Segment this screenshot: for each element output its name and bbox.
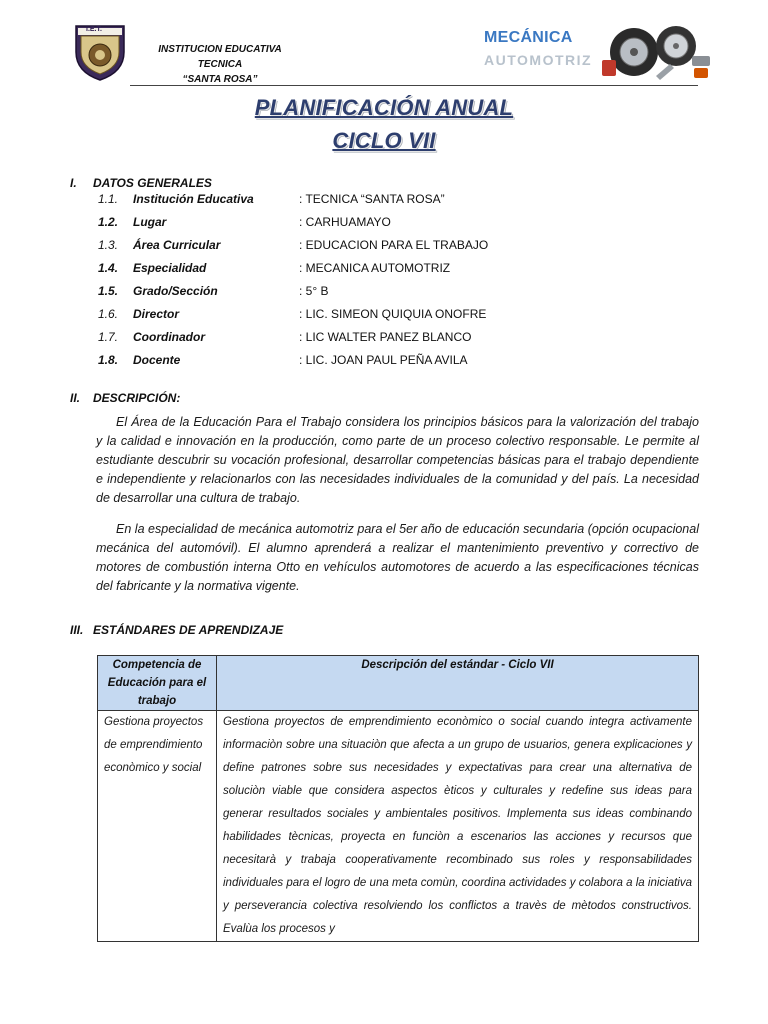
- item-label: Docente: [133, 353, 181, 367]
- item-value: : EDUCACION PARA EL TRABAJO: [299, 238, 489, 252]
- item-number: 1.5.: [98, 284, 119, 298]
- brand-line1: MECÁNICA: [484, 29, 573, 46]
- general-data-row: [98, 282, 658, 305]
- item-value: : LIC WALTER PANEZ BLANCO: [299, 330, 472, 344]
- general-data-row: [98, 213, 658, 236]
- paragraph-text: En la especialidad de mecánica automotriz para el 5er año de educación secundaria (opción ocupacional mecánica del automóvil). El alumno aprenderá a realizar el mantenimiento preventivo y correctivo de motores de combustión interna Otto en vehículos automotores de acuerdo a las especificaciones técnicas del fabricante y la normativa vigente.: [96, 522, 699, 593]
- item-value: : 5° B: [299, 284, 329, 298]
- document-title: PLANIFICACIÓN ANUAL: [254, 95, 514, 120]
- item-label: Institución Educativa: [133, 192, 254, 206]
- description-paragraph-1: [96, 413, 699, 508]
- general-data-row: [98, 190, 658, 213]
- paragraph-text: El Área de la Educación Para el Trabajo considera los principios básicos para la valorización del trabajo y la calidad e innovación en la producción, como parte de un proceso colectivo responsable. Le permite al estudiante descubrir su vocación profesional, desarrollar competencias básicas para el trabajo dependiente e independiente y relacionarlos con las necesidades individuales de la comunidad y del país. La necesidad de desarrollar una cultura de trabajo.: [96, 415, 699, 505]
- item-value: : MECANICA AUTOMOTRIZ: [299, 261, 451, 275]
- item-label: Lugar: [133, 215, 167, 229]
- car-parts-image: [596, 16, 714, 82]
- document-subtitle: CICLO VII: [332, 128, 436, 153]
- section-number: I.: [70, 176, 77, 190]
- item-value: : TECNICA “SANTA ROSA”: [299, 192, 445, 206]
- section-heading-description: [70, 391, 180, 405]
- section-heading-general: [70, 176, 212, 190]
- item-label: Director: [133, 307, 180, 321]
- school-crest-logo: [72, 22, 128, 82]
- description-paragraph-2: [96, 520, 699, 596]
- general-data-row: [98, 305, 658, 328]
- item-value: : LIC. SIMEON QUIQUIA ONOFRE: [299, 307, 487, 321]
- section-number: II.: [70, 391, 81, 405]
- crest-text: I.E.T.: [86, 26, 102, 33]
- item-number: 1.6.: [98, 307, 119, 321]
- item-value: : CARHUAMAYO: [299, 215, 391, 229]
- institution-name: [136, 42, 304, 87]
- section-heading-standards: [70, 623, 283, 637]
- item-number: 1.1.: [98, 192, 119, 206]
- section-title: DESCRIPCIÓN:: [93, 391, 181, 405]
- institution-name-line2: “SANTA ROSA”: [182, 74, 258, 85]
- column-header-competence: Competencia de Educación para el trabajo: [98, 656, 217, 711]
- general-data-list: [98, 190, 658, 374]
- brand-logo: [484, 28, 592, 70]
- item-number: 1.2.: [98, 215, 119, 229]
- general-data-row: [98, 259, 658, 282]
- general-data-row: [98, 236, 658, 259]
- item-label: Grado/Sección: [133, 284, 218, 298]
- item-number: 1.8.: [98, 353, 119, 367]
- item-value: : LIC. JOAN PAUL PEÑA AVILA: [299, 353, 468, 367]
- item-number: 1.4.: [98, 261, 119, 275]
- item-label: Coordinador: [133, 330, 205, 344]
- column-header-description: Descripción del estándar - Ciclo VII: [217, 656, 699, 711]
- table-row: [98, 711, 699, 942]
- header-divider: [130, 85, 698, 86]
- section-title: DATOS GENERALES: [93, 176, 212, 190]
- description-cell: Gestiona proyectos de emprendimiento econòmico o social cuando integra activamente informaciòn sobre una situaciòn que afecta a un grupo de usuarios, genera explicaciones y define patrones sobre sus necesidades y expectativas para crear una alternativa de soluciòn viable que considera aspectos èticos y culturales y redefine sus ideas para generar resultados sociales y ambientales positivos. Implementa sus ideas combinando habilidades tècnicas, proyecta en funciòn a escenarios las acciones y recursos que necesitarà y trabaja cooperativamente recombinado sus roles y responsabilidades individuales para el logro de una meta comùn, coordina actividades y colabora a la iniciativa y perseverancia colectiva resolviendo los conflictos a travès de mètodos constructivos. Evalùa los procesos y: [217, 711, 699, 942]
- institution-name-line1: INSTITUCION EDUCATIVA TECNICA: [158, 44, 282, 70]
- general-data-row: [98, 351, 658, 374]
- item-label: Área Curricular: [133, 238, 221, 252]
- item-number: 1.7.: [98, 330, 119, 344]
- general-data-row: [98, 328, 658, 351]
- brand-line2: AUTOMOTRIZ: [484, 52, 593, 68]
- section-number: III.: [70, 623, 84, 637]
- section-title: ESTÁNDARES DE APRENDIZAJE: [93, 623, 284, 637]
- table-header-row: [98, 656, 699, 711]
- item-number: 1.3.: [98, 238, 119, 252]
- competence-cell: Gestiona proyectos de emprendimiento econòmico y social: [98, 711, 217, 942]
- item-label: Especialidad: [133, 261, 207, 275]
- standards-table: [97, 655, 699, 942]
